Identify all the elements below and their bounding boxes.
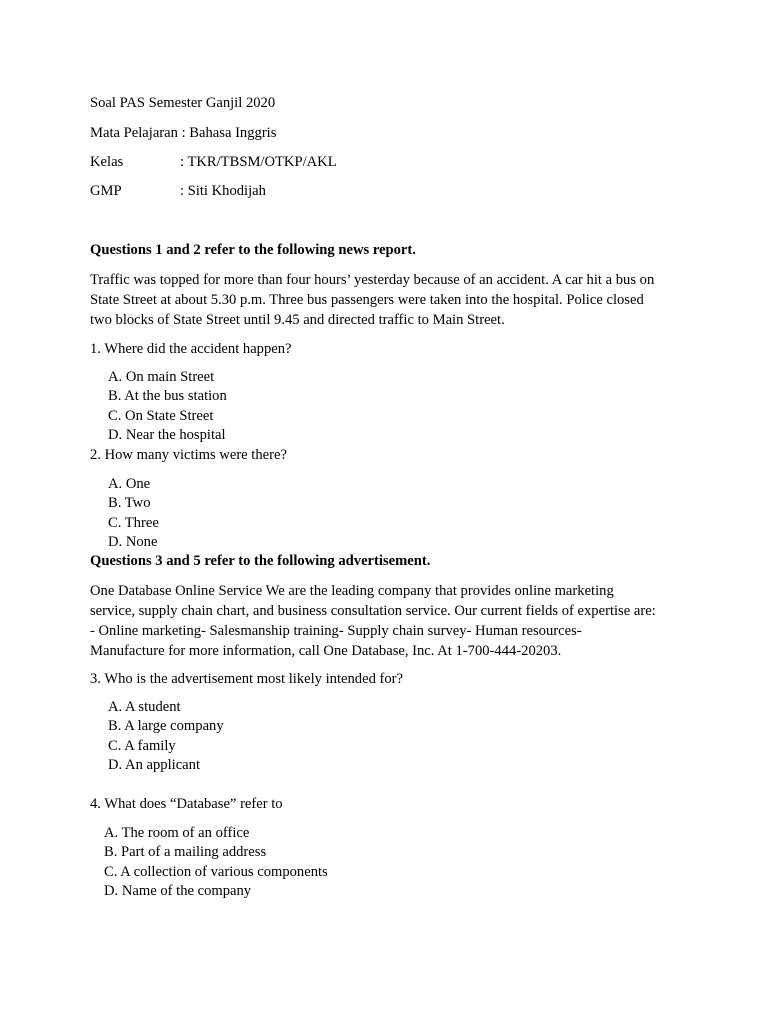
- option: B. At the bus station: [108, 388, 227, 405]
- class-value: : TKR/TBSM/OTKP/AKL: [180, 154, 337, 170]
- teacher-label: GMP: [90, 183, 122, 199]
- passage-line: Traffic was topped for more than four hours’ yesterday because of an accident. A car hit a bus on: [90, 272, 655, 288]
- question-4-options: [104, 824, 328, 901]
- question-1-options: [108, 368, 227, 445]
- advertisement-passage: [90, 581, 690, 661]
- document-title: Soal PAS Semester Ganjil 2020: [90, 95, 276, 111]
- question-4: 4. What does “Database” refer to: [90, 796, 283, 812]
- passage-line: two blocks of State Street until 9.45 and directed traffic to Main Street.: [90, 312, 505, 328]
- option: B. Part of a mailing address: [104, 844, 267, 861]
- section-1-heading: Questions 1 and 2 refer to the following news report.: [90, 242, 416, 258]
- passage-line: State Street at about 5.30 p.m. Three bus passengers were taken into the hospital. Police closed: [90, 292, 644, 308]
- option: D. None: [108, 533, 158, 550]
- option: D. Name of the company: [104, 882, 252, 899]
- subject-line: Mata Pelajaran : Bahasa Inggris: [90, 125, 277, 141]
- question-1: 1. Where did the accident happen?: [90, 341, 292, 357]
- class-line: [90, 152, 337, 172]
- section-2-heading: Questions 3 and 5 refer to the following advertisement.: [90, 553, 431, 569]
- option: D. An applicant: [108, 756, 201, 773]
- option: C. On State Street: [108, 407, 214, 424]
- option: A. The room of an office: [104, 825, 250, 841]
- question-3: 3. Who is the advertisement most likely intended for?: [90, 671, 404, 687]
- passage-line: - Online marketing- Salesmanship training- Supply chain survey- Human resources-: [90, 623, 582, 639]
- teacher-line: [90, 181, 266, 201]
- question-2-options: [108, 475, 159, 552]
- class-label: Kelas: [90, 154, 124, 170]
- passage-line: Manufacture for more information, call One Database, Inc. At 1-700-444-20203.: [90, 643, 562, 659]
- option: B. A large company: [108, 718, 224, 735]
- option: B. Two: [108, 495, 151, 512]
- option: A. One: [108, 476, 151, 492]
- question-2: 2. How many victims were there?: [90, 447, 287, 463]
- teacher-value: : Siti Khodijah: [180, 183, 266, 199]
- passage-line: One Database Online Service We are the leading company that provides online marketing: [90, 583, 614, 599]
- news-passage: [90, 270, 690, 330]
- option: C. A collection of various components: [104, 863, 328, 880]
- option: C. A family: [108, 737, 176, 754]
- question-3-options: [108, 698, 224, 775]
- option: C. Three: [108, 514, 159, 531]
- option: D. Near the hospital: [108, 426, 226, 443]
- option: A. On main Street: [108, 369, 215, 385]
- passage-line: service, supply chain chart, and business consultation service. Our current fields of expertise are:: [90, 603, 656, 619]
- option: A. A student: [108, 699, 181, 715]
